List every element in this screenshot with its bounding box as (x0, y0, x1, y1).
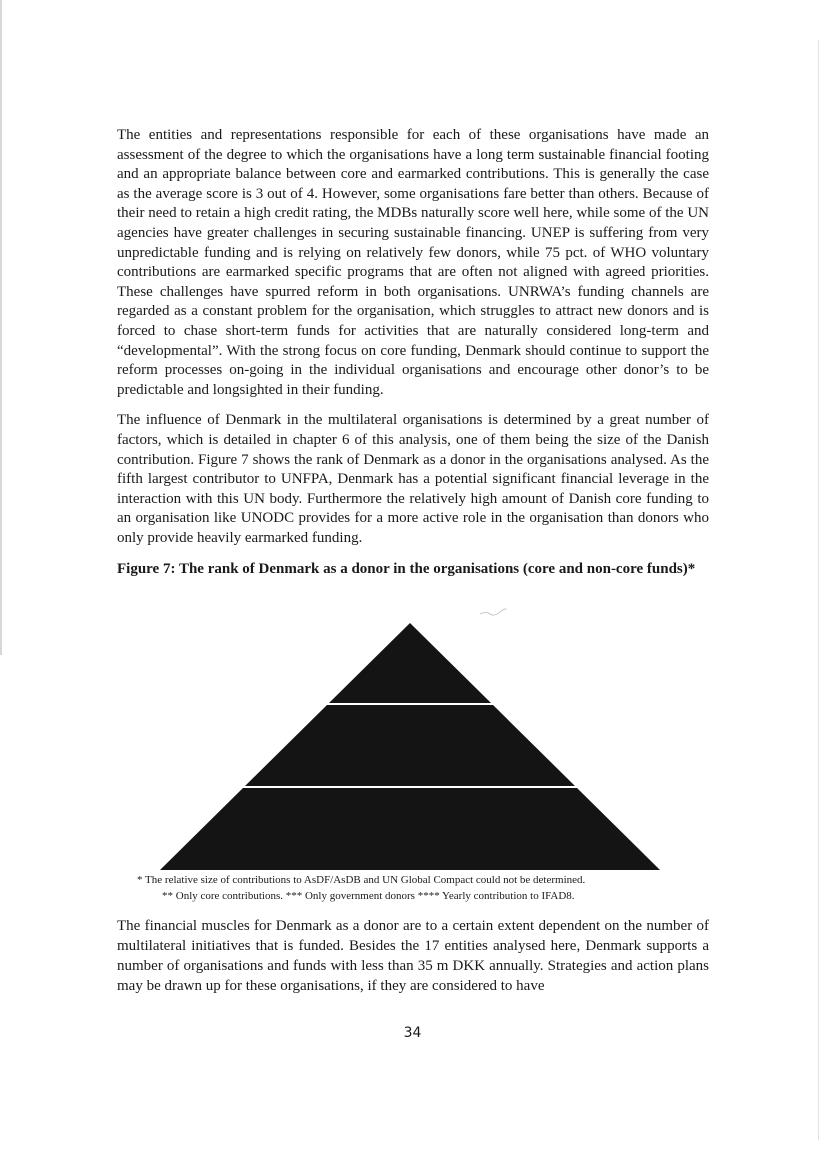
figure-notes (117, 872, 709, 904)
figure-note-1: * The relative size of contributions to AsDF/AsDB and UN Global Compact could not be determined. (137, 874, 586, 886)
pyramid-shape (160, 623, 660, 870)
page-number: 34 (403, 1025, 422, 1041)
pyramid-svg (160, 616, 660, 872)
paragraph-danish-influence: The influence of Denmark in the multilateral organisations is determined by a great number of factors, which is detailed in chapter 6 of this analysis, one of them being the size of the Danish contribution. Figure 7 shows the rank of Denmark as a donor in the organisations analysed. As the fifth largest contributor to UNFPA, Denmark has a potential significant financial leverage in the interaction with this UN body. Furthermore the relatively high amount of Danish core funding to an organisation like UNODC provides for a more active role in the organisation than donors who only provide heavily earmarked funding. (117, 412, 709, 546)
body-text (117, 126, 709, 579)
figure-note-2: ** Only core contributions. *** Only government donors **** Yearly contribution to IFAD8. (162, 890, 575, 902)
scan-edge-right (818, 40, 819, 1140)
paragraph-funding-assessment: The entities and representations responsible for each of these organisations have made an assessment of the degree to which the organisations have a long term sustainable financial footing and an appropriate balance between core and earmarked contributions. This is generally the case as the average score is 3 out of 4. However, some organisations fare better than others. Because of their need to retain a high credit rating, the MDBs naturally score well here, while some of the UN agencies have greater challenges in securing sustainable financing. UNEP is suffering from very unpredictable funding and is relying on relatively few donors, while 75 pct. of WHO voluntary contributions are earmarked specific programs that are often not aligned with agreed priorities. These challenges have spurred reform in both organisations. UNRWA’s funding channels are regarded as a constant problem for the organisation, which struggles to attract new donors and is forced to chase short-term funds for activities that are naturally considered long-term and “developmental”. With the strong focus on core funding, Denmark should continue to support the reform processes on-going in the individual organisations and encourage other donor’s to be predictable and longsighted in their funding. (117, 127, 709, 398)
rank-pyramid-figure (160, 616, 660, 872)
scan-edge-left (0, 0, 2, 655)
figure-caption: Figure 7: The rank of Denmark as a donor in the organisations (core and non-core funds)* (117, 561, 696, 578)
paragraph-financial-muscles: The financial muscles for Denmark as a donor are to a certain extent dependent on the number of multilateral initiatives that is funded. Besides the 17 entities analysed here, Denmark supports a number of organisations and funds with less than 35 m DKK annually. Strategies and action plans may be drawn up for these organisations, if they are considered to have (117, 918, 709, 994)
